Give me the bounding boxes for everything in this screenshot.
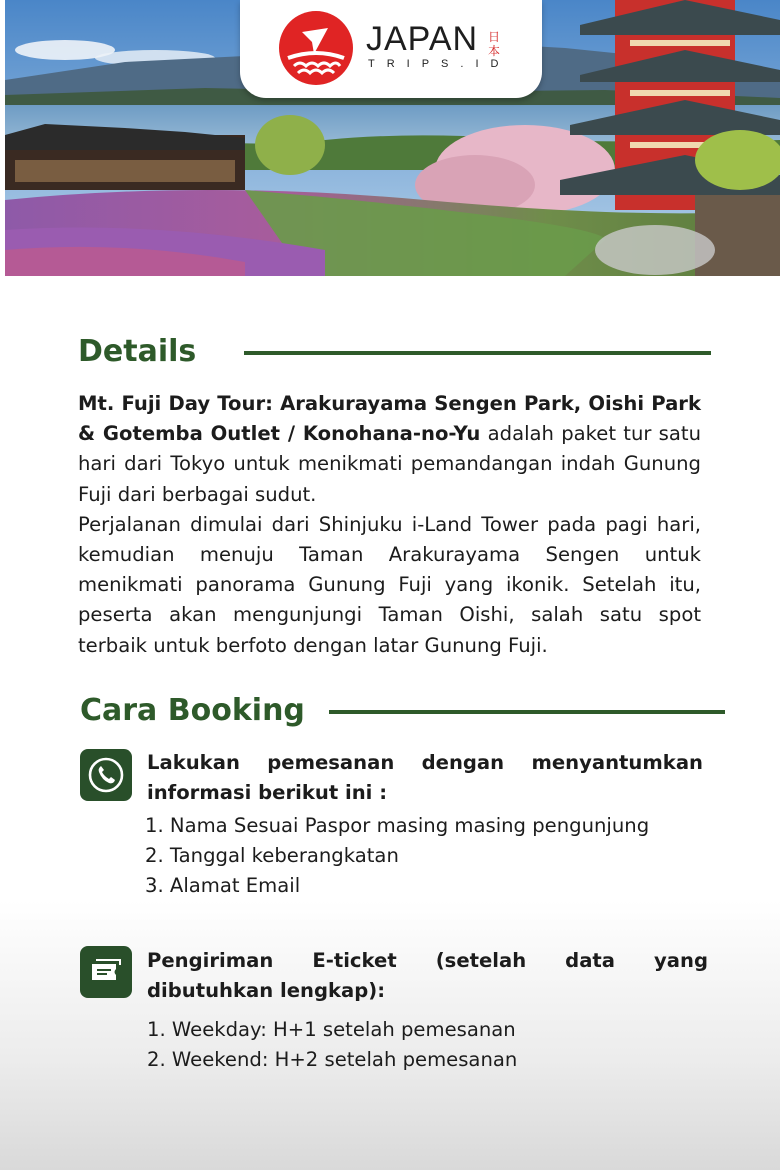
- step-2-title: Pengiriman E-ticket (setelah data yang dibutuhkan lengkap):: [147, 949, 708, 1002]
- phone-icon: [80, 749, 132, 801]
- brand-logo: [240, 0, 542, 98]
- list-item: 2. Tanggal keberangkatan: [145, 844, 399, 867]
- list-item: 3. Alamat Email: [145, 874, 301, 897]
- details-paragraph: Perjalanan dimulai dari Shinjuku i-Land Tower pada pagi hari, kemudian menuju Taman Arakurayama Sengen untuk menikmati panorama Gunung Fuji yang ikonik. Setelah itu, peserta akan mengunjungi Taman Oishi, salah satu spot terbaik untuk berfoto dengan latar Gunung Fuji.: [78, 512, 701, 657]
- list-item: 1. Weekday: H+1 setelah pemesanan: [147, 1018, 516, 1041]
- booking-heading: Cara Booking: [80, 693, 305, 728]
- list-item: 2. Weekend: H+2 setelah pemesanan: [147, 1048, 518, 1071]
- brand-name: JAPAN: [366, 20, 479, 58]
- step-1-list: [145, 811, 649, 901]
- booking-header: [80, 693, 725, 728]
- details-intro: [78, 389, 701, 510]
- details-body: [78, 389, 701, 661]
- step-2-list: [147, 1015, 517, 1075]
- list-item: 1. Nama Sesuai Paspor masing masing pengunjung: [145, 814, 650, 837]
- brand-kanji: 日本: [488, 30, 501, 58]
- step-1-title: Lakukan pemesanan dengan menyantumkan informasi berikut ini :: [147, 751, 703, 804]
- tour-title: Mt. Fuji Day Tour: Arakurayama Sengen Park, Oishi Park & Gotemba Outlet / Konohana-no-Yu: [78, 392, 701, 446]
- details-heading: Details: [78, 334, 197, 369]
- details-divider: [244, 351, 711, 355]
- ticket-icon: [80, 946, 132, 998]
- tour-intro: adalah paket tur satu hari dari Tokyo untuk menikmati pemandangan indah Gunung Fuji dari berbagai sudut.: [78, 422, 701, 506]
- brand-sub: TRIPS.ID: [368, 58, 511, 70]
- details-header: [78, 334, 711, 369]
- booking-divider: [329, 710, 725, 714]
- brand-emblem-icon: [278, 10, 354, 86]
